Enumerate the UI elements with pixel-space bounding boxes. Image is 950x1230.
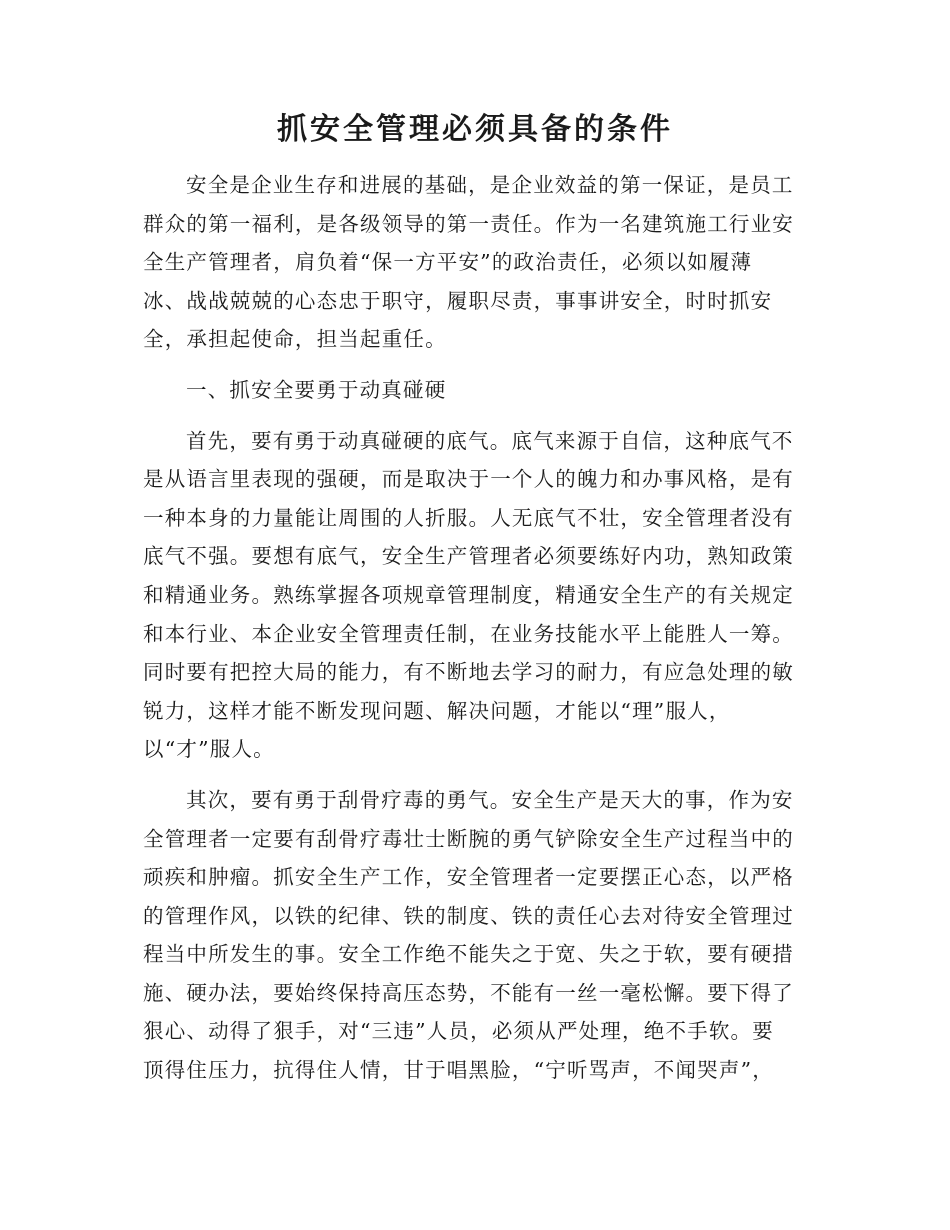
text-line: 的管理作风，以铁的纪律、铁的制度、铁的责任心去对待安全管理过 [143, 903, 794, 928]
paragraph-intro [143, 166, 807, 359]
text-line: 一种本身的力量能让周围的人折服。人无底气不壮，安全管理者没有 [143, 505, 794, 530]
paragraph-first [143, 422, 807, 769]
text-line: 全管理者一定要有刮骨疗毒壮士断腕的勇气铲除安全生产过程当中的 [143, 826, 794, 851]
text-line: 冰、战战兢兢的心态忠于职守，履职尽责，事事讲安全，时时抓安 [143, 288, 773, 313]
section-heading [143, 371, 807, 410]
text-line: 底气不强。要想有底气，安全生产管理者必须要练好内功，熟知政策 [143, 544, 794, 569]
text-line: 狠心、动得了狠手，对“三违”人员，必须从严处理，绝不手软。要 [143, 1019, 774, 1044]
text-line: 施、硬办法，要始终保持高压态势，不能有一丝一毫松懈。要下得了 [143, 980, 794, 1005]
paragraph-second [143, 781, 807, 1090]
section-heading-text: 一、抓安全要勇于动真碰硬 [186, 377, 447, 402]
text-line: 锐力，这样才能不断发现问题、解决问题，才能以“理”服人， [143, 698, 731, 723]
text-line: 和本行业、本企业安全管理责任制，在业务技能水平上能胜人一筹。 [143, 621, 794, 646]
text-line: 顽疾和肿瘤。抓安全生产工作，安全管理者一定要摆正心态，以严格 [143, 865, 794, 890]
text-line: 其次，要有勇于刮骨疗毒的勇气。安全生产是天大的事，作为安 [186, 787, 794, 812]
text-line: 以“才”服人。 [143, 737, 275, 762]
text-line: 程当中所发生的事。安全工作绝不能失之于宽、失之于软，要有硬措 [143, 942, 794, 967]
text-line: 首先，要有勇于动真碰硬的底气。底气来源于自信，这种底气不 [186, 428, 794, 453]
text-line: 群众的第一福利，是各级领导的第一责任。作为一名建筑施工行业安 [143, 211, 794, 236]
document-title: 抓安全管理必须具备的条件 [277, 112, 673, 147]
text-line: 全，承担起使命，担当起重任。 [143, 327, 447, 352]
text-line: 安全是企业生存和进展的基础，是企业效益的第一保证，是员工 [186, 173, 794, 197]
text-line: 顶得住压力，抗得住人情，甘于唱黑脸，“宁听骂声，不闻哭声”， [143, 1058, 774, 1083]
document-body [143, 166, 807, 1102]
text-line: 和精通业务。熟练掌握各项规章管理制度，精通安全生产的有关规定 [143, 582, 794, 607]
text-line: 同时要有把控大局的能力，有不断地去学习的耐力，有应急处理的敏 [143, 660, 794, 685]
text-line: 全生产管理者，肩负着“保一方平安”的政治责任，必须以如履薄 [143, 250, 753, 275]
text-line: 是从语言里表现的强硬，而是取决于一个人的魄力和办事风格，是有 [143, 467, 794, 492]
